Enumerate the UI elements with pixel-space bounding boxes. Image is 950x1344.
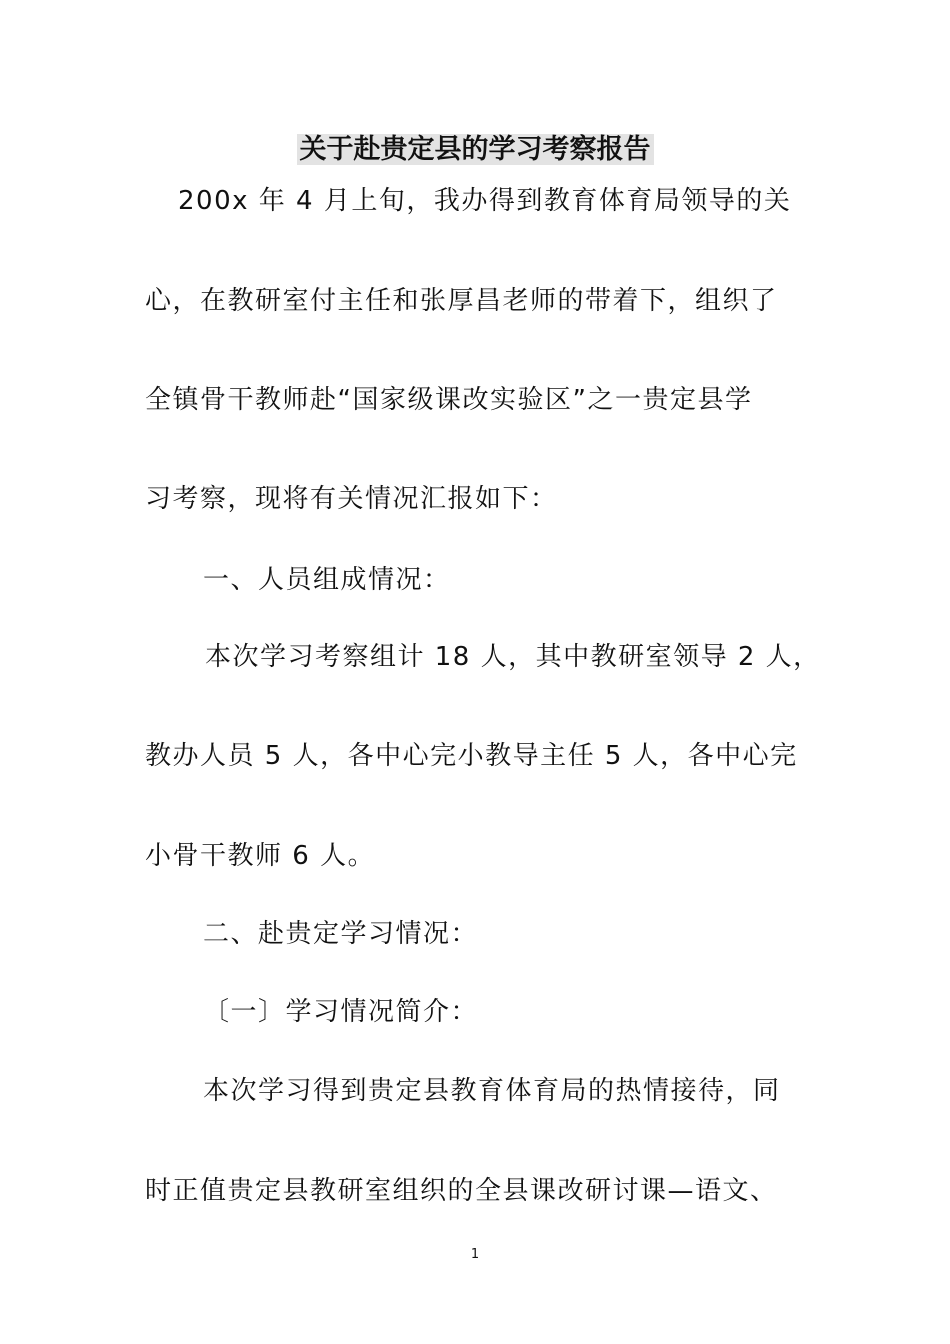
subsection-heading: 〔一〕学习情况简介： (203, 997, 479, 1027)
page-number: 1 (470, 1247, 480, 1262)
paragraph-line: 小骨干教师 6 人。 (145, 841, 376, 871)
paragraph-line: 时正值贵定县教研室组织的全县课改研讨课—语文、 (145, 1176, 778, 1206)
paragraph-line: 全镇骨干教师赴“国家级课改实验区”之一贵定县学 (145, 385, 753, 415)
paragraph-line: 心，在教研室付主任和张厚昌老师的带着下，组织了 (145, 286, 778, 316)
paragraph-line: 本次学习得到贵定县教育体育局的热情接待，同 (203, 1076, 781, 1106)
document-title (0, 130, 950, 170)
paragraph-line: 本次学习考察组计 18 人，其中教研室领导 2 人， (205, 642, 821, 672)
document-title-text: 关于赴贵定县的学习考察报告 (297, 134, 654, 165)
section-heading: 一、人员组成情况： (203, 565, 451, 595)
section-heading: 二、赴贵定学习情况： (203, 919, 479, 949)
paragraph-line: 教办人员 5 人，各中心完小教导主任 5 人，各中心完 (145, 741, 798, 771)
paragraph-line: 习考察，现将有关情况汇报如下： (145, 484, 558, 514)
paragraph-line: 200x 年 4 月上旬，我办得到教育体育局领导的关 (178, 186, 792, 216)
